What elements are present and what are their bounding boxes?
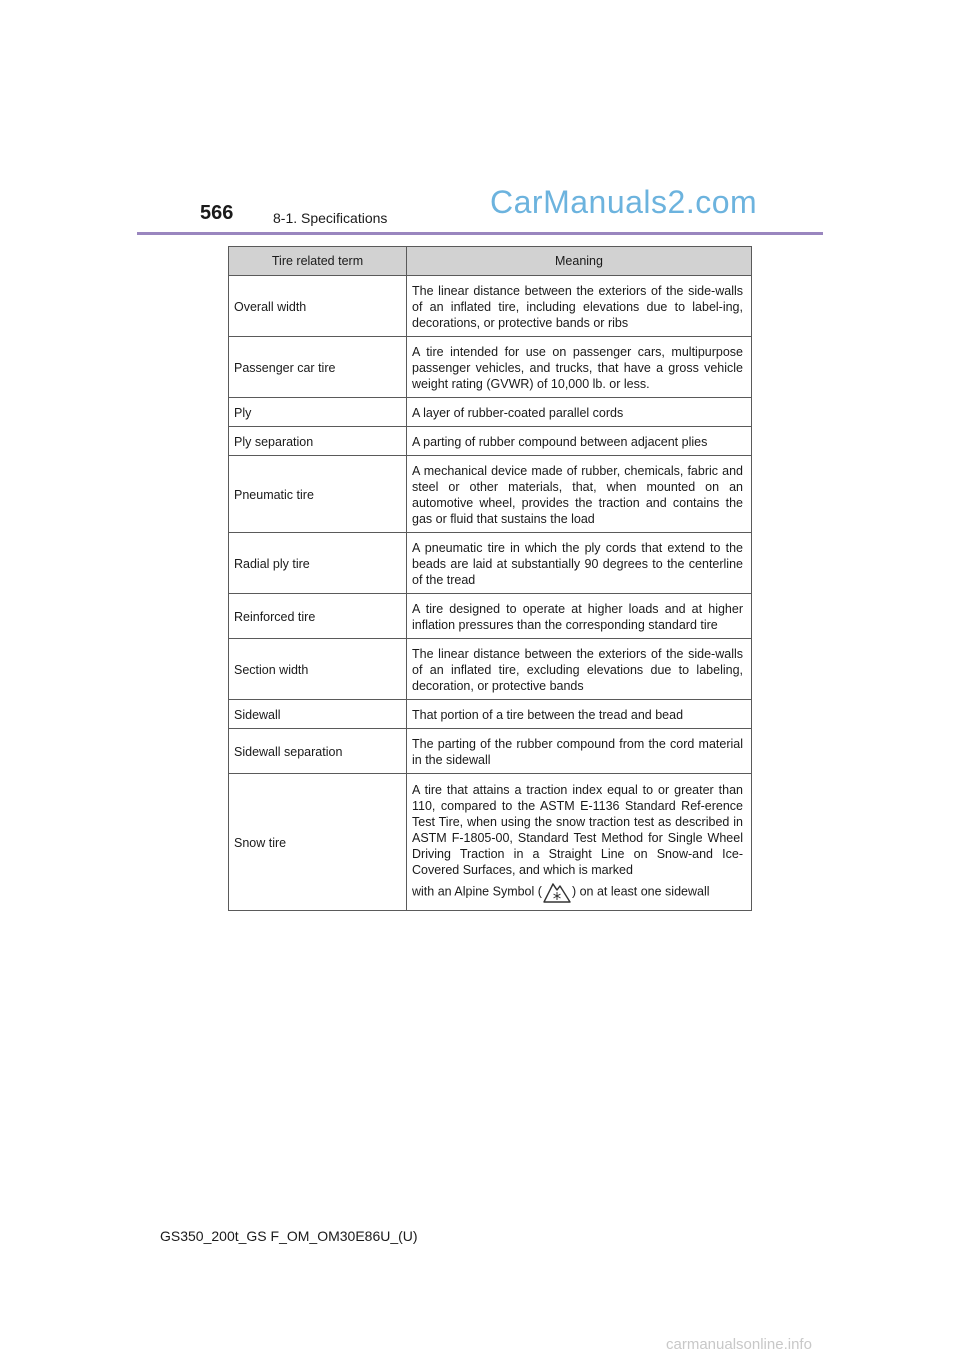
section-title: 8-1. Specifications (273, 210, 388, 226)
column-header-term: Tire related term (229, 247, 407, 276)
header-divider (137, 232, 823, 235)
column-header-meaning: Meaning (407, 247, 752, 276)
meaning-cell: A pneumatic tire in which the ply cords that extend to the beads are laid at substantially 90 degrees to the centerline of the tread (407, 533, 752, 594)
table-row (229, 398, 752, 427)
term-cell: Ply separation (229, 427, 407, 456)
table-row (229, 729, 752, 774)
meaning-cell: The linear distance between the exteriors of the side-walls of an inflated tire, excluding elevations due to labeling, decoration, or protective bands (407, 639, 752, 700)
meaning-cell: A mechanical device made of rubber, chemicals, fabric and steel or other materials, that, when mounted on an automotive wheel, provides the traction and contains the gas or fluid that sustains the load (407, 456, 752, 533)
meaning-cell: A tire designed to operate at higher loads and at higher inflation pressures than the corresponding standard tire (407, 594, 752, 639)
table-header-row (229, 247, 752, 276)
term-cell: Sidewall (229, 700, 407, 729)
meaning-cell: The linear distance between the exteriors of the side-walls of an inflated tire, including elevations due to label-ing, decorations, or protective bands or ribs (407, 276, 752, 337)
table-row (229, 276, 752, 337)
term-cell: Overall width (229, 276, 407, 337)
term-cell: Passenger car tire (229, 337, 407, 398)
meaning-text: A tire that attains a traction index equal to or greater than 110, compared to the ASTM E-1136 Standard Ref-erence Test Tire, when using the snow traction test as described in ASTM F-1805-00, Standard Test Method for Single Wheel Driving Traction in a Straight Line on Snow-and Ice-Covered Surfaces, and which is marked (412, 782, 743, 877)
table-row (229, 700, 752, 729)
meaning-cell: A parting of rubber compound between adjacent plies (407, 427, 752, 456)
table-row (229, 337, 752, 398)
meaning-text-before-icon: with an Alpine Symbol ( (412, 883, 542, 898)
watermark-logo: CarManuals2.com (490, 184, 758, 220)
term-cell: Ply (229, 398, 407, 427)
term-cell: Radial ply tire (229, 533, 407, 594)
alpine-symbol-icon (542, 880, 572, 904)
footer-watermark: carmanualsonline.info (666, 1336, 812, 1353)
meaning-text-after-icon: ) on at least one sidewall (571, 883, 710, 898)
table-row (229, 533, 752, 594)
meaning-cell: A layer of rubber-coated parallel cords (407, 398, 752, 427)
table-row (229, 639, 752, 700)
term-cell: Reinforced tire (229, 594, 407, 639)
table-row (229, 456, 752, 533)
document-code: GS350_200t_GS F_OM_OM30E86U_(U) (160, 1228, 418, 1244)
meaning-cell: The parting of the rubber compound from the cord material in the sidewall (407, 729, 752, 774)
page-number: 566 (200, 202, 234, 224)
tire-terms-table (228, 246, 752, 911)
term-cell: Section width (229, 639, 407, 700)
table-row (229, 427, 752, 456)
term-cell: Snow tire (229, 774, 407, 911)
meaning-cell: That portion of a tire between the tread and bead (407, 700, 752, 729)
table-row (229, 774, 752, 911)
term-cell: Sidewall separation (229, 729, 407, 774)
term-cell: Pneumatic tire (229, 456, 407, 533)
meaning-cell (407, 774, 752, 911)
meaning-cell: A tire intended for use on passenger cars, multipurpose passenger vehicles, and trucks, that have a gross vehicle weight rating (GVWR) of 10,000 lb. or less. (407, 337, 752, 398)
table-row (229, 594, 752, 639)
